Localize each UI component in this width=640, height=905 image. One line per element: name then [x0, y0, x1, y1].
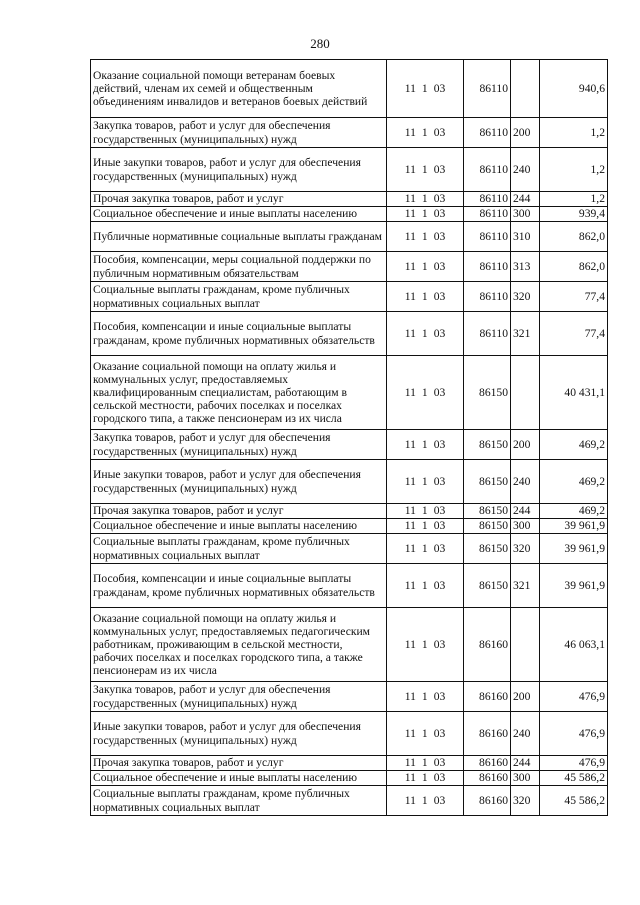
row-code-cell	[387, 252, 464, 282]
row-article-cell: 86160	[464, 786, 511, 816]
code-sec: 11	[404, 162, 416, 176]
row-name-cell: Закупка товаров, работ и услуг для обеспечения государственных (муниципальных) нужд	[91, 118, 387, 148]
row-name-cell: Пособия, компенсации и иные социальные выплаты гражданам, кроме публичных нормативных обязательств	[91, 564, 387, 608]
code-sub: 1	[421, 637, 428, 651]
code-sec: 11	[404, 125, 416, 139]
row-expense-type-cell: 300	[511, 771, 540, 786]
table-row	[91, 192, 608, 207]
code-prog: 03	[433, 289, 446, 303]
row-amount-cell: 39 961,9	[540, 534, 608, 564]
row-amount-cell: 476,9	[540, 756, 608, 771]
row-name-cell: Пособия, компенсации, меры социальной поддержки по публичным нормативным обязательствам	[91, 252, 387, 282]
row-expense-type-cell	[511, 60, 540, 118]
row-name-cell: Социальные выплаты гражданам, кроме публичных нормативных социальных выплат	[91, 282, 387, 312]
row-expense-type-cell: 320	[511, 282, 540, 312]
row-article-cell: 86150	[464, 460, 511, 504]
row-name-cell: Иные закупки товаров, работ и услуг для обеспечения государственных (муниципальных) нужд	[91, 460, 387, 504]
code-prog: 03	[433, 519, 446, 533]
row-article-cell: 86110	[464, 148, 511, 192]
code-prog: 03	[433, 474, 446, 488]
code-prog: 03	[433, 578, 446, 592]
row-article-cell: 86160	[464, 712, 511, 756]
row-code-cell	[387, 118, 464, 148]
row-code-cell	[387, 608, 464, 682]
row-amount-cell: 940,6	[540, 60, 608, 118]
row-article-cell: 86110	[464, 207, 511, 222]
row-expense-type-cell: 321	[511, 312, 540, 356]
row-amount-cell: 39 961,9	[540, 519, 608, 534]
code-sub: 1	[421, 229, 428, 243]
row-article-cell: 86160	[464, 682, 511, 712]
code-prog: 03	[433, 726, 446, 740]
code-sec: 11	[404, 81, 416, 95]
table-row	[91, 207, 608, 222]
row-expense-type-cell: 300	[511, 519, 540, 534]
row-amount-cell: 469,2	[540, 460, 608, 504]
row-amount-cell: 1,2	[540, 118, 608, 148]
row-code-cell	[387, 356, 464, 430]
code-sec: 11	[404, 289, 416, 303]
row-article-cell: 86110	[464, 192, 511, 207]
code-prog: 03	[433, 125, 446, 139]
table-row	[91, 771, 608, 786]
row-name-cell: Социальное обеспечение и иные выплаты населению	[91, 207, 387, 222]
code-prog: 03	[433, 229, 446, 243]
table-row	[91, 430, 608, 460]
row-article-cell: 86110	[464, 252, 511, 282]
row-name-cell: Оказание социальной помощи на оплату жилья и коммунальных услуг, предоставляемых квалифицированным специалистам, работающим в сельской местности, рабочих поселках и поселках городского типа, а также пенсионерам из их числа	[91, 356, 387, 430]
row-code-cell	[387, 712, 464, 756]
code-sub: 1	[421, 162, 428, 176]
row-code-cell	[387, 60, 464, 118]
table-row	[91, 460, 608, 504]
row-code-cell	[387, 312, 464, 356]
row-code-cell	[387, 564, 464, 608]
row-name-cell: Оказание социальной помощи ветеранам боевых действий, членам их семей и общественным объединениям инвалидов и ветеранов боевых действий	[91, 60, 387, 118]
row-code-cell	[387, 222, 464, 252]
row-code-cell	[387, 207, 464, 222]
row-expense-type-cell: 244	[511, 192, 540, 207]
row-expense-type-cell: 240	[511, 712, 540, 756]
row-name-cell: Закупка товаров, работ и услуг для обеспечения государственных (муниципальных) нужд	[91, 682, 387, 712]
row-name-cell: Социальное обеспечение и иные выплаты населению	[91, 519, 387, 534]
code-prog: 03	[433, 81, 446, 95]
code-sub: 1	[421, 771, 428, 785]
code-prog: 03	[433, 637, 446, 651]
row-article-cell: 86110	[464, 222, 511, 252]
code-sec: 11	[404, 689, 416, 703]
code-sub: 1	[421, 81, 428, 95]
row-code-cell	[387, 682, 464, 712]
code-sub: 1	[421, 578, 428, 592]
code-prog: 03	[433, 162, 446, 176]
row-code-cell	[387, 756, 464, 771]
row-amount-cell: 40 431,1	[540, 356, 608, 430]
row-amount-cell: 45 586,2	[540, 771, 608, 786]
row-expense-type-cell: 300	[511, 207, 540, 222]
table-row	[91, 682, 608, 712]
row-code-cell	[387, 504, 464, 519]
code-sec: 11	[404, 637, 416, 651]
code-prog: 03	[433, 793, 446, 807]
row-expense-type-cell: 240	[511, 460, 540, 504]
code-sec: 11	[404, 229, 416, 243]
code-sec: 11	[404, 578, 416, 592]
budget-table-body	[91, 60, 608, 816]
row-code-cell	[387, 282, 464, 312]
code-sub: 1	[421, 192, 428, 206]
code-sec: 11	[404, 474, 416, 488]
code-sub: 1	[421, 385, 428, 399]
row-expense-type-cell: 313	[511, 252, 540, 282]
row-code-cell	[387, 786, 464, 816]
row-name-cell: Социальные выплаты гражданам, кроме публичных нормативных социальных выплат	[91, 786, 387, 816]
code-sub: 1	[421, 437, 428, 451]
code-sec: 11	[404, 207, 416, 221]
row-amount-cell: 1,2	[540, 148, 608, 192]
code-sub: 1	[421, 474, 428, 488]
code-sub: 1	[421, 207, 428, 221]
row-article-cell: 86150	[464, 564, 511, 608]
row-code-cell	[387, 534, 464, 564]
row-name-cell: Социальные выплаты гражданам, кроме публичных нормативных социальных выплат	[91, 534, 387, 564]
code-sub: 1	[421, 125, 428, 139]
row-expense-type-cell: 310	[511, 222, 540, 252]
row-name-cell: Публичные нормативные социальные выплаты гражданам	[91, 222, 387, 252]
row-article-cell: 86160	[464, 756, 511, 771]
row-expense-type-cell: 244	[511, 504, 540, 519]
table-row	[91, 712, 608, 756]
row-amount-cell: 77,4	[540, 282, 608, 312]
row-expense-type-cell: 320	[511, 534, 540, 564]
row-article-cell: 86110	[464, 282, 511, 312]
table-row	[91, 608, 608, 682]
row-code-cell	[387, 148, 464, 192]
code-sub: 1	[421, 541, 428, 555]
table-row	[91, 282, 608, 312]
row-amount-cell: 939,4	[540, 207, 608, 222]
row-expense-type-cell: 200	[511, 118, 540, 148]
code-sub: 1	[421, 793, 428, 807]
row-amount-cell: 39 961,9	[540, 564, 608, 608]
code-sub: 1	[421, 289, 428, 303]
code-sec: 11	[404, 519, 416, 533]
code-prog: 03	[433, 541, 446, 555]
row-amount-cell: 469,2	[540, 430, 608, 460]
code-sec: 11	[404, 504, 416, 518]
code-sub: 1	[421, 519, 428, 533]
table-row	[91, 519, 608, 534]
table-row	[91, 148, 608, 192]
row-expense-type-cell: 244	[511, 756, 540, 771]
code-sub: 1	[421, 689, 428, 703]
row-expense-type-cell	[511, 608, 540, 682]
code-prog: 03	[433, 771, 446, 785]
table-row	[91, 504, 608, 519]
row-article-cell: 86110	[464, 60, 511, 118]
code-prog: 03	[433, 192, 446, 206]
row-name-cell: Прочая закупка товаров, работ и услуг	[91, 504, 387, 519]
code-prog: 03	[433, 385, 446, 399]
table-row	[91, 786, 608, 816]
table-row	[91, 118, 608, 148]
code-sec: 11	[404, 726, 416, 740]
row-name-cell: Иные закупки товаров, работ и услуг для обеспечения государственных (муниципальных) нужд	[91, 712, 387, 756]
table-row	[91, 222, 608, 252]
code-sec: 11	[404, 437, 416, 451]
code-prog: 03	[433, 207, 446, 221]
row-article-cell: 86150	[464, 504, 511, 519]
row-amount-cell: 45 586,2	[540, 786, 608, 816]
row-amount-cell: 46 063,1	[540, 608, 608, 682]
row-name-cell: Прочая закупка товаров, работ и услуг	[91, 192, 387, 207]
row-article-cell: 86110	[464, 118, 511, 148]
row-amount-cell: 1,2	[540, 192, 608, 207]
table-row	[91, 534, 608, 564]
row-article-cell: 86160	[464, 771, 511, 786]
table-row	[91, 356, 608, 430]
row-code-cell	[387, 430, 464, 460]
row-name-cell: Пособия, компенсации и иные социальные выплаты гражданам, кроме публичных нормативных обязательств	[91, 312, 387, 356]
code-prog: 03	[433, 437, 446, 451]
table-row	[91, 60, 608, 118]
row-name-cell: Социальное обеспечение и иные выплаты населению	[91, 771, 387, 786]
code-sub: 1	[421, 259, 428, 273]
row-expense-type-cell: 320	[511, 786, 540, 816]
row-code-cell	[387, 460, 464, 504]
row-name-cell: Оказание социальной помощи на оплату жилья и коммунальных услуг, предоставляемых педагогическим работникам, проживающим в сельской местности, рабочих поселках и поселках городского типа, а также пенсионерам из их числа	[91, 608, 387, 682]
row-article-cell: 86110	[464, 312, 511, 356]
code-prog: 03	[433, 504, 446, 518]
row-code-cell	[387, 771, 464, 786]
code-sec: 11	[404, 326, 416, 340]
row-amount-cell: 77,4	[540, 312, 608, 356]
code-prog: 03	[433, 756, 446, 770]
code-sec: 11	[404, 756, 416, 770]
row-article-cell: 86160	[464, 608, 511, 682]
row-expense-type-cell: 321	[511, 564, 540, 608]
row-name-cell: Прочая закупка товаров, работ и услуг	[91, 756, 387, 771]
table-row	[91, 252, 608, 282]
code-prog: 03	[433, 689, 446, 703]
row-name-cell: Закупка товаров, работ и услуг для обеспечения государственных (муниципальных) нужд	[91, 430, 387, 460]
code-sub: 1	[421, 326, 428, 340]
row-name-cell: Иные закупки товаров, работ и услуг для обеспечения государственных (муниципальных) нужд	[91, 148, 387, 192]
code-sec: 11	[404, 793, 416, 807]
code-sec: 11	[404, 259, 416, 273]
code-prog: 03	[433, 259, 446, 273]
code-sec: 11	[404, 541, 416, 555]
code-sec: 11	[404, 385, 416, 399]
budget-table	[90, 59, 608, 816]
code-prog: 03	[433, 326, 446, 340]
row-article-cell: 86150	[464, 534, 511, 564]
row-amount-cell: 862,0	[540, 222, 608, 252]
code-sub: 1	[421, 726, 428, 740]
row-amount-cell: 862,0	[540, 252, 608, 282]
row-code-cell	[387, 519, 464, 534]
row-expense-type-cell: 200	[511, 682, 540, 712]
page-number: 280	[310, 36, 330, 51]
row-article-cell: 86150	[464, 519, 511, 534]
table-row	[91, 312, 608, 356]
row-code-cell	[387, 192, 464, 207]
code-sub: 1	[421, 756, 428, 770]
code-sub: 1	[421, 504, 428, 518]
table-row	[91, 756, 608, 771]
code-sec: 11	[404, 192, 416, 206]
table-row	[91, 564, 608, 608]
row-expense-type-cell	[511, 356, 540, 430]
row-expense-type-cell: 200	[511, 430, 540, 460]
row-article-cell: 86150	[464, 356, 511, 430]
row-expense-type-cell: 240	[511, 148, 540, 192]
row-article-cell: 86150	[464, 430, 511, 460]
row-amount-cell: 476,9	[540, 712, 608, 756]
row-amount-cell: 476,9	[540, 682, 608, 712]
code-sec: 11	[404, 771, 416, 785]
row-amount-cell: 469,2	[540, 504, 608, 519]
